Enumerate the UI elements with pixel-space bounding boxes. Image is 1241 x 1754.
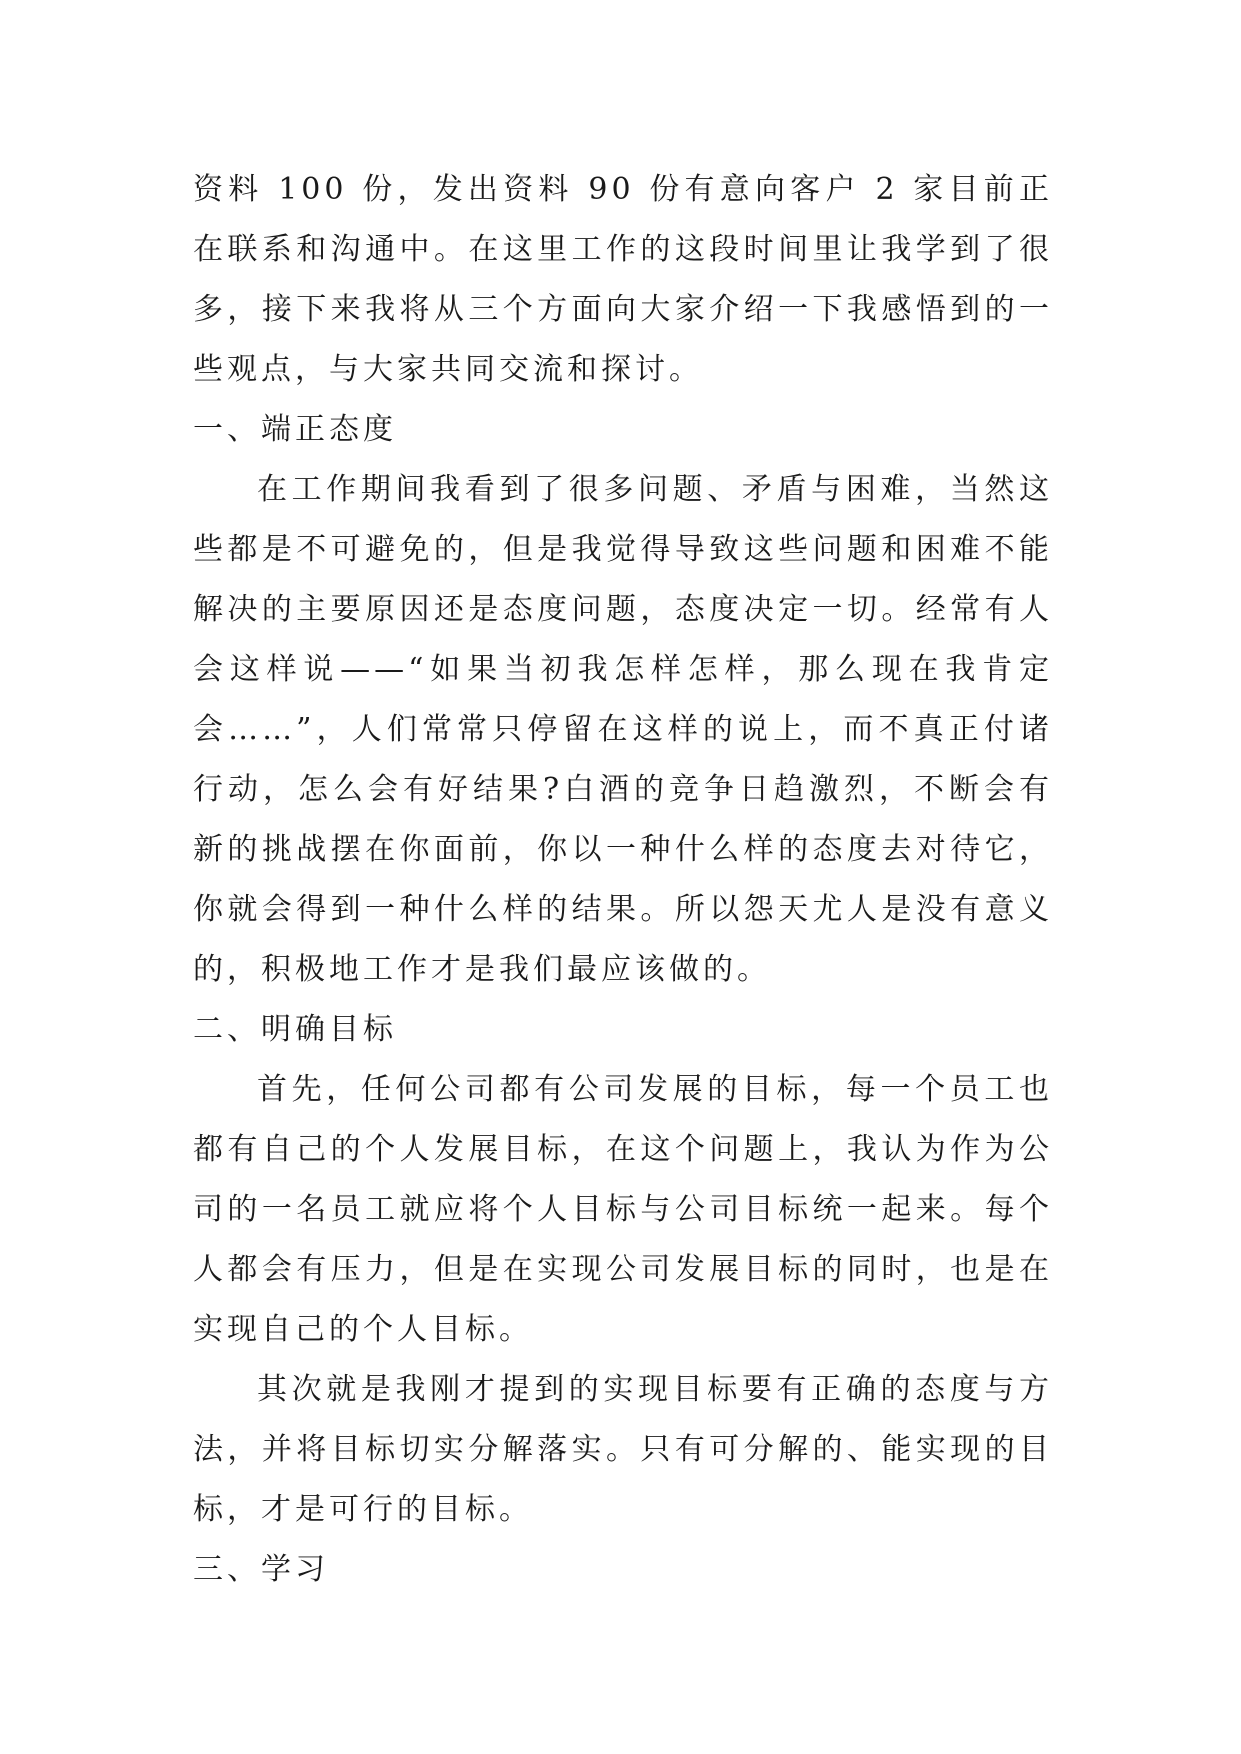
paragraph-goals-second: 其次就是我刚才提到的实现目标要有正确的态度与方法，并将目标切实分解落实。只有可分解的、能实现的目标，才是可行的目标。	[193, 1372, 1053, 1527]
document-body	[193, 160, 1053, 1600]
section-heading-learning: 三、学习	[193, 1552, 329, 1587]
section-heading-attitude: 一、端正态度	[193, 412, 397, 447]
paragraph-goals-first: 首先，任何公司都有公司发展的目标，每一个员工也都有自己的个人发展目标，在这个问题上，我认为作为公司的一名员工就应将个人目标与公司目标统一起来。每个人都会有压力，但是在实现公司发展目标的同时，也是在实现自己的个人目标。	[193, 1072, 1053, 1347]
section-heading-goals: 二、明确目标	[193, 1012, 397, 1047]
paragraph-attitude: 在工作期间我看到了很多问题、矛盾与困难，当然这些都是不可避免的，但是我觉得导致这些问题和困难不能解决的主要原因还是态度问题，态度决定一切。经常有人会这样说——“如果当初我怎样怎样，那么现在我肯定会……”，人们常常只停留在这样的说上，而不真正付诸行动，怎么会有好结果?白酒的竞争日趋激烈，不断会有新的挑战摆在你面前，你以一种什么样的态度去对待它，你就会得到一种什么样的结果。所以怨天尤人是没有意义的，积极地工作才是我们最应该做的。	[193, 472, 1053, 987]
paragraph-intro-continued: 资料 100 份，发出资料 90 份有意向客户 2 家目前正在联系和沟通中。在这里工作的这段时间里让我学到了很多，接下来我将从三个方面向大家介绍一下我感悟到的一些观点，与大家共同交流和探讨。	[193, 172, 1053, 387]
